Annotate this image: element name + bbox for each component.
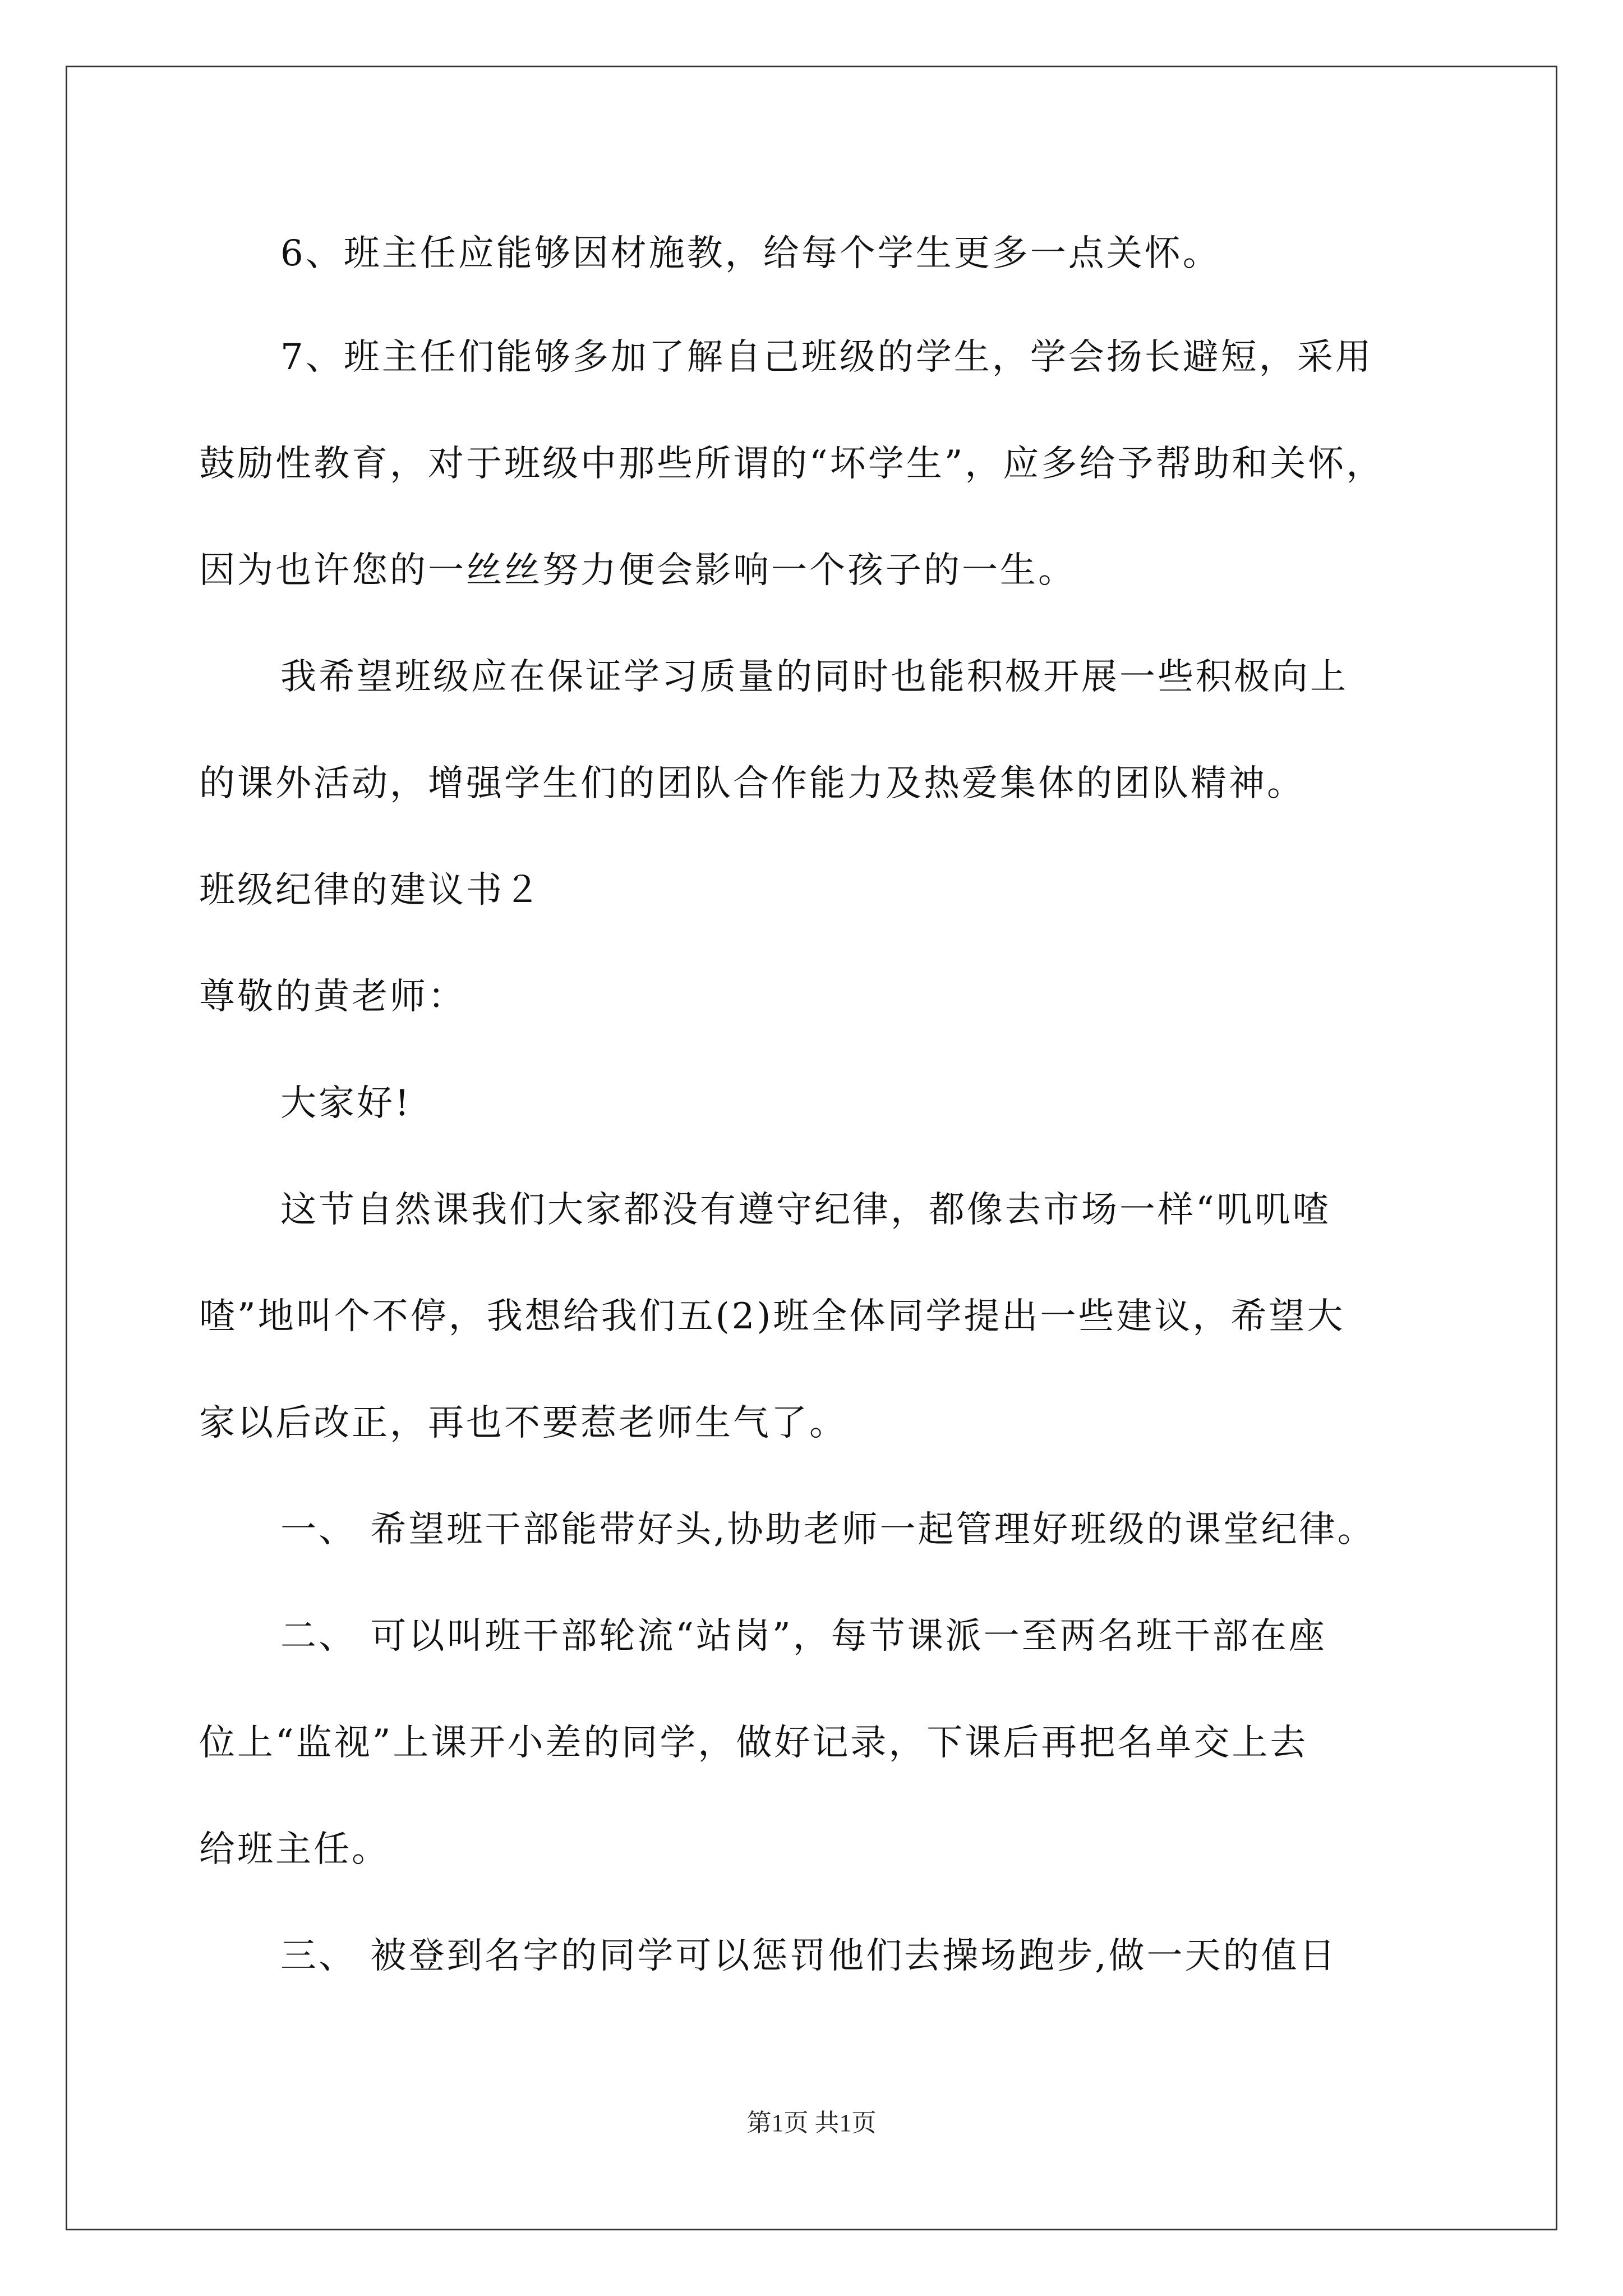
paragraph-line-5: 我希望班级应在保证学习质量的同时也能积极开展一些积极向上 bbox=[280, 656, 1348, 698]
paragraph-line-1: 6、班主任应能够因材施教，给每个学生更多一点关怀。 bbox=[280, 233, 1221, 274]
greeting: 大家好! bbox=[280, 1083, 412, 1124]
paragraph-line-3: 鼓励性教育，对于班级中那些所谓的“坏学生”，应多给予帮助和关怀， bbox=[199, 443, 1385, 485]
section-title: 班级纪律的建议书２ bbox=[199, 869, 542, 911]
suggestion-2-line-3: 给班主任。 bbox=[199, 1829, 390, 1870]
salutation: 尊敬的黄老师： bbox=[199, 976, 466, 1018]
paragraph-line-7: 这节自然课我们大家都没有遵守纪律，都像去市场一样“叽叽喳 bbox=[280, 1189, 1331, 1231]
paragraph-line-8: 喳”地叫个不停，我想给我们五(2)班全体同学提出一些建议，希望大 bbox=[199, 1296, 1345, 1337]
suggestion-1: 一、 希望班干部能带好头,协助老师一起管理好班级的课堂纪律。 bbox=[280, 1509, 1376, 1550]
paragraph-line-4: 因为也许您的一丝丝努力便会影响一个孩子的一生。 bbox=[199, 550, 1076, 591]
page-border bbox=[66, 66, 1557, 2230]
suggestion-2-line-2: 位上“监视”上课开小差的同学，做好记录，下课后再把名单交上去 bbox=[199, 1722, 1308, 1764]
paragraph-line-9: 家以后改正，再也不要惹老师生气了。 bbox=[199, 1402, 847, 1444]
suggestion-3: 三、 被登到名字的同学可以惩罚他们去操场跑步,做一天的值日 bbox=[280, 1935, 1338, 1977]
suggestion-2-line-1: 二、 可以叫班干部轮流“站岗”，每节课派一至两名班干部在座 bbox=[280, 1616, 1327, 1657]
page-footer: 第1页 共1页 bbox=[746, 2109, 877, 2137]
paragraph-line-6: 的课外活动，增强学生们的团队合作能力及热爱集体的团队精神。 bbox=[199, 763, 1305, 804]
paragraph-line-2: 7、班主任们能够多加了解自己班级的学生，学会扬长避短，采用 bbox=[280, 337, 1373, 378]
